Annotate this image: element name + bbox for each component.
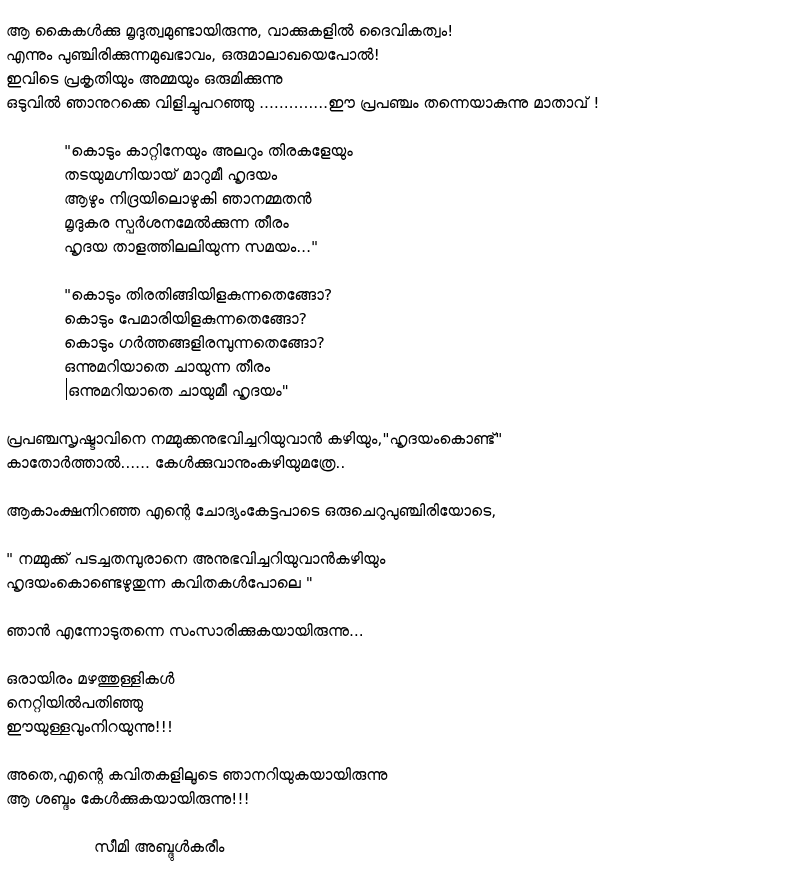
text-line: " നമ്മുക്ക് പടച്ചതമ്പുരാനെ അനുഭവിച്ചറിയുവാൻകഴിയും [6, 550, 386, 568]
text-line: ഇവിടെ പ്രകൃതിയും അമ്മയും ഒരുമിക്കുന്നു [6, 70, 283, 88]
poem-line: കൊടും പേമാരിയിളകുന്നതെങ്ങോ? [64, 310, 307, 328]
text-line: അതെ,എന്റെ കവിതകളിലൂടെ ഞാനറിയുകയായിരുന്നു [6, 766, 388, 784]
poem-line: ഒന്നുമറിയാതെ ചായുമീ ഹൃദയം" [68, 382, 289, 400]
text-line: പ്രപഞ്ചസൃഷ്ടാവിനെ നമ്മുക്കനുഭവിച്ചറിയുവാൻ കഴിയും,"ഹൃദയംകൊണ്ട്" [6, 430, 503, 448]
text-line: നെറ്റിയിൽപതിഞ്ഞു [6, 694, 144, 712]
text-line: ഞാൻ എന്നോടുതന്നെ സംസാരിക്കുകയായിരുന്നു... [6, 622, 364, 640]
poem-line: "കൊടും കാറ്റിനേയും അലറും തിരകളേയും [64, 142, 353, 160]
text-line: കാതോർത്താൽ...... കേൾക്കുവാനുംകഴിയുമത്രേ.. [6, 454, 346, 472]
text-line: ഹൃദയംകൊണ്ടെഴുതുന്ന കവിതകൾപോലെ " [6, 574, 313, 592]
text-line: ഈയുള്ളവുംനിറയുന്നു!!! [6, 718, 174, 736]
text-line: ആ ശബ്ദം കേൾക്കുകയായിരുന്നു!!! [6, 790, 250, 808]
text-line: എന്നും പുഞ്ചിരിക്കുന്നമുഖഭാവം, ഒരുമാലാഖയെപോൽ! [6, 46, 380, 64]
poem-line: ആഴും നിദ്രയിലൊഴുകി ഞാനമ്മതൻ [64, 190, 312, 208]
author-signature: സീമി അബ്ദുൾകരീം [94, 838, 225, 856]
text-line: ആ കൈകൾക്കു മൃദുത്വമുണ്ടായിരുന്നു, വാക്കുകളിൽ ദൈവികത്വം! [6, 22, 454, 40]
poem-line: ഹൃദയ താളത്തിലലിയുന്ന സമയം..." [64, 238, 319, 256]
poem-line: "കൊടും തിരതിങ്ങിയിളകുന്നതെങ്ങോ? [64, 286, 333, 304]
poem-line: മൃദുകര സ്പർശനമേൽക്കുന്ന തീരം [64, 214, 289, 232]
text-line: ആകാംക്ഷനിറഞ്ഞ എന്റെ ചോദ്യംകേട്ടപാടെ ഒരുചെറുപുഞ്ചിരിയോടെ, [6, 502, 497, 520]
poem-line: ഒന്നുമറിയാതെ ചായുന്ന തീരം [64, 358, 271, 376]
text-cursor [66, 378, 67, 400]
text-line: ഒരായിരം മഴത്തുള്ളികൾ [6, 670, 175, 688]
poem-line: തടയുമഗ്നിയായ് മാറുമീ ഹൃദയം [64, 166, 278, 184]
text-line: ഒടുവിൽ ഞാനുറക്കെ വിളിച്ചുപറഞ്ഞു ..............ഈ പ്രപഞ്ചം തന്നെയാകുന്നു മാതാവ് ! [6, 94, 600, 112]
poem-line: കൊടും ഗർത്തങ്ങളിരമ്പുന്നതെങ്ങോ? [64, 334, 325, 352]
